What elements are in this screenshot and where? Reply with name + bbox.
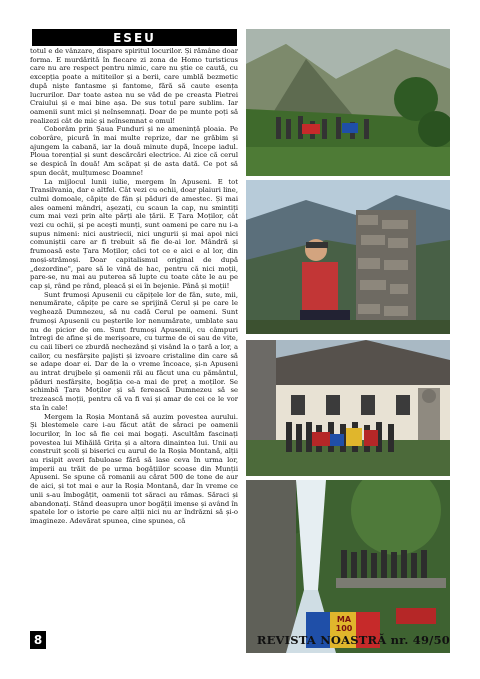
page-number: 8 [30,631,46,649]
section-header [32,29,237,46]
hiker-stone-wall-photo [246,180,450,334]
article-paragraph: totul e de vânzare, dispare spiritul locurilor. Și rămâne doar forma. E murdărită în fiecare zi zona de Homo turisticus care nu are respect pentru nimic, care nu știe ce caută, cu excepția poate a mititeilor și a berii, care umblă bezmetic după niște fantasme și fantome, fără să caute esența lucrurilor. Dar toate astea nu se văd de pe creasta Pietrei Craiului și e mai bine așa. De sus totul pare sublim. Iar oamenii sunt mici și neînsemnați. Doar de pe munte poți să realizezi cât de mic și neînsemnat e omul! [30,47,238,125]
article-paragraph: La mijlocul lunii iulie, mergem în Apuseni. E tot Transilvania, dar e altfel. Cât vezi cu ochii, doar plaiuri line, culmi domoale, căpițe de fân și păduri de amestec. Și mai ales oameni mândri, așezați, cu scaun la cap, nu smintiți cum mai vezi prin alte părți ale țării. E Țara Moților, cât vezi cu ochii, și pe acești munți, sunt oameni pe care nu i-a supus nimeni: nici austriecii, nici ungurii și mai apoi nici comuniștii care ar fi trebuit să fie de-ai lor. Mândră și frumoasă este Țara Moților, căci tot ce e aici e al lor, din moși-strămoși. Doar capitalismul original de după „dezordine", pare să le vină de hac, pentru că nici moții, pare-se, nu mai au puterea să lupte cu toate câte le au pe cap și, rând pe rând, pleacă și ei în bejenie. Până și moții! [30,177,238,290]
waterfall-group-photo [246,480,450,653]
article-body [30,47,238,526]
article-paragraph: Coborâm prin Șaua Funduri și ne amenință ploaia. Pe coborâre, picură în mai multe reprize, dar ne grăbim și ajungem la cabană, iar la două minute după, începe iadul. Ploua torențial și sunt descărcări electrice. Ai zice că cerul se despică în două! Am scăpat și de asta dată. Ce pot să spun decât, mulțumesc Doamne! [30,125,238,177]
article-paragraph: Mergem la Roșia Montană să auzim povestea aurului. Și blestemele care i-au făcut atât de săraci pe oamenii locurilor, în loc să fie cei mai bogați. Ascultăm fascinați povestea lui Mihăilă Grița și a altora dinaintea lui. Unii au construit școli și biserici cu aurul de la Roșia Montană, alții au risipit averi fabuloase fără să lase ceva în urma lor, imperii au trăit de pe urma bogățiilor scoase din Munții Apuseni. Se spune că romanii au cărat 500 de tone de aur de aici, și tot mai e aur la Roșia Montană, dar în vreme ce unii s-au îmbogățit, oamenii tot săraci au rămas. Săraci și abandonați. Stând deasupra unor bogății imense și având în spatele lor o istorie pe care alții nici nu ar îndrăzni să și-o imagineze. Adevărat spunea, cine spunea, că [30,412,238,525]
article-paragraph: Sunt frumoși Apusenii cu căpițele lor de fân, sute, mii, nenumărate, căpițe pe care se sprijină Cerul și pe care le veghează Dumnezeu, să nu cadă Cerul pe oameni. Sunt frumoși Apusenii cu peșterile lor nenumărate, umblate sau nu de picior de om. Sunt frumoși Apusenii, cu câmpuri întregi de afine și de merișoare, cu turme de oi sau de vite, cu caii liberi ce zburdă nechezând și visând la o țară a lor, a cailor, cu nesfârșite pajiști și izvoare cristaline din care să se adape doar ei. Dar de la o vreme încoace, și-n Apuseni au intrat drujbele și oamenii răi au făcut una cu pământul, păduri nesfârșite, bogăția ce-a mai de preț a moților. Se schimbă Țara Moților și să ferească Dumnezeu să se trezească moții, pentru că va fi vai și amar de cei ce le vor sta în cale! [30,290,238,412]
magazine-title: REVISTA NOASTRĂ nr. 49/50 [256,633,450,647]
banner-text: MA 100 [335,615,353,633]
section-title: ESEU [113,30,156,45]
group-flags-house-photo [246,340,450,476]
mountain-group-photo [246,29,450,176]
